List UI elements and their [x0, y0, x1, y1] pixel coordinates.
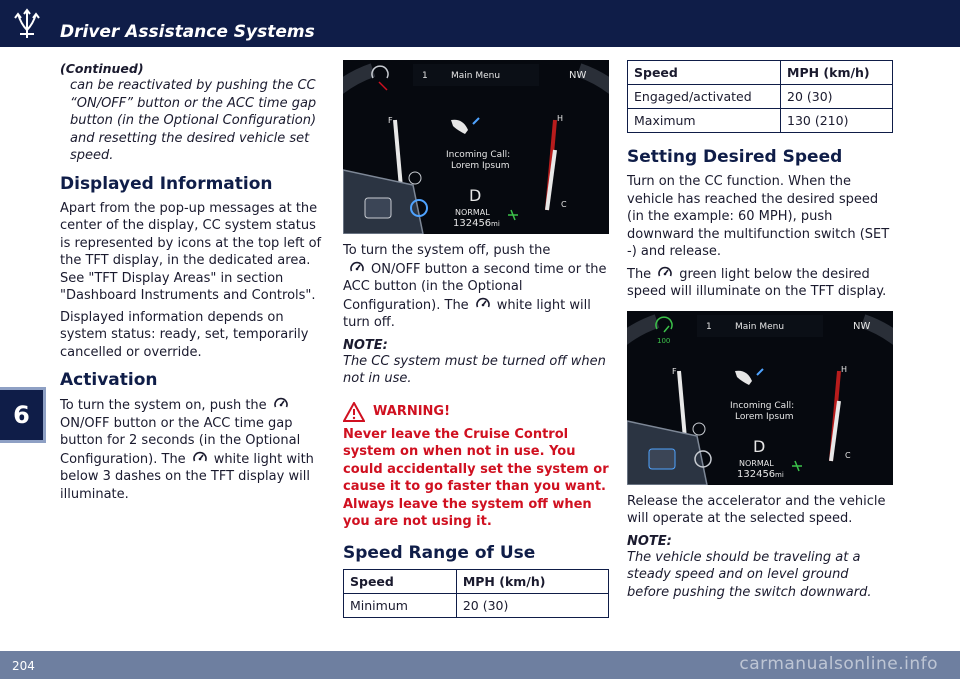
- display-gear: D: [753, 436, 766, 456]
- tft-display-image-set: [627, 311, 893, 485]
- cruise-control-icon: [475, 296, 491, 312]
- table-header-mph: MPH (km/h): [456, 569, 608, 593]
- tft-display-image: [343, 60, 609, 234]
- table-row: Minimum 20 (30): [344, 593, 609, 617]
- column-left: [60, 60, 325, 503]
- display-mode: NORMAL: [455, 208, 490, 217]
- display-temp-cold: C: [845, 450, 851, 460]
- activation-paragraph: To turn the system on, push theON/OFF button or the ACC time gap button for 2 seconds (in the Optional Configuration). The white light with below 3 dashes on the TFT display will illuminate.: [60, 398, 314, 502]
- table-header-mph: MPH (km/h): [781, 61, 893, 85]
- note-text: The CC system must be turned off when not in use.: [343, 353, 606, 386]
- display-compass: NW: [569, 70, 587, 81]
- display-fuel-label: F: [388, 116, 393, 125]
- table-header-speed: Speed: [344, 569, 457, 593]
- display-gear-index: 1: [422, 71, 428, 81]
- display-temp-hot: H: [557, 114, 564, 123]
- speed-table-part2: [627, 60, 893, 133]
- note-label: NOTE:: [627, 533, 672, 549]
- watermark: carmanualsonline.info: [739, 654, 938, 674]
- chapter-tab[interactable]: 6: [0, 387, 46, 443]
- green-light-paragraph: The green light below the desired speed will illuminate on the TFT display.: [627, 266, 887, 299]
- page-number: 204: [12, 659, 35, 673]
- speed-range-heading: Speed Range of Use: [343, 542, 536, 563]
- cruise-control-icon: [192, 450, 208, 466]
- speed-table-part1: [343, 569, 609, 618]
- page-footer: [0, 651, 960, 679]
- display-unit: mi: [775, 470, 784, 479]
- activation-heading: Activation: [60, 370, 158, 390]
- cruise-control-icon: [273, 396, 289, 412]
- displayed-information-heading: Displayed Information: [60, 173, 273, 194]
- display-temp-hot: H: [841, 364, 848, 374]
- table-row: Maximum 130 (210): [628, 109, 893, 133]
- note-label: NOTE:: [343, 337, 388, 353]
- cruise-control-icon: [349, 260, 365, 276]
- display-odometer: 132456: [453, 218, 492, 229]
- cruise-control-icon: [657, 265, 673, 281]
- turn-off-paragraph: To turn the system off, push the ON/OFF button a second time or the ACC button (in the Optional Configuration). The white light will turn off.: [343, 243, 607, 330]
- note-text: The vehicle should be traveling at a steady speed and on level ground before pushing the switch downward.: [627, 549, 872, 600]
- displayed-status-paragraph: Displayed information depends on system status: ready, set, temporarily cancelled or override.: [60, 309, 309, 360]
- display-odometer: 132456: [737, 468, 776, 480]
- table-header-speed: Speed: [628, 61, 781, 85]
- display-gear: D: [469, 186, 482, 205]
- display-unit: mi: [491, 220, 500, 228]
- display-main-menu: Main Menu: [451, 71, 501, 81]
- display-gear-index: 1: [706, 321, 712, 332]
- display-main-menu: Main Menu: [735, 321, 785, 332]
- page-title: Driver Assistance Systems: [60, 22, 315, 42]
- display-call-line2: Lorem Ipsum: [735, 411, 794, 422]
- display-call-line1: Incoming Call:: [446, 150, 511, 160]
- warning-triangle-icon: [343, 402, 365, 422]
- column-middle: [343, 60, 609, 618]
- display-call-line2: Lorem Ipsum: [451, 161, 510, 171]
- release-paragraph: Release the accelerator and the vehicle will operate at the selected speed.: [627, 493, 886, 526]
- continued-text: can be reactivated by pushing the CC “ON/OFF” button or the ACC time gap button (in the Optional Configuration) and resetting the desired vehicle set speed.: [70, 78, 317, 163]
- display-compass: NW: [853, 320, 871, 332]
- table-row: Engaged/activated 20 (30): [628, 85, 893, 109]
- displayed-information-paragraph: Apart from the pop-up messages at the center of the display, CC system status is represented by icons at the top left of the TFT display, in the dedicated area. See "TFT Display Areas" in section "Dashboard Instruments and Controls".: [60, 200, 322, 303]
- continued-label: (Continued): [60, 61, 144, 76]
- warning-text: Never leave the Cruise Control system on when not in use. You could accidentally set the system or cause it to go faster than you want. Always leave the system off when you are not using it.: [343, 426, 609, 529]
- display-mode: NORMAL: [739, 458, 774, 468]
- setting-speed-heading: Setting Desired Speed: [627, 147, 843, 167]
- display-set-speed: 100: [657, 336, 671, 345]
- display-fuel-label: F: [672, 366, 677, 376]
- setting-speed-paragraph: Turn on the CC function. When the vehicle has reached the desired speed (in the example: 60 MPH), push downward the multifunction switch (SET -) and release.: [627, 174, 890, 259]
- display-temp-cold: C: [561, 200, 567, 209]
- warning-heading: WARNING!: [343, 402, 609, 422]
- column-right: [627, 60, 893, 601]
- page-header: [0, 0, 960, 47]
- trident-logo-icon: [12, 8, 42, 40]
- display-call-line1: Incoming Call:: [730, 400, 795, 411]
